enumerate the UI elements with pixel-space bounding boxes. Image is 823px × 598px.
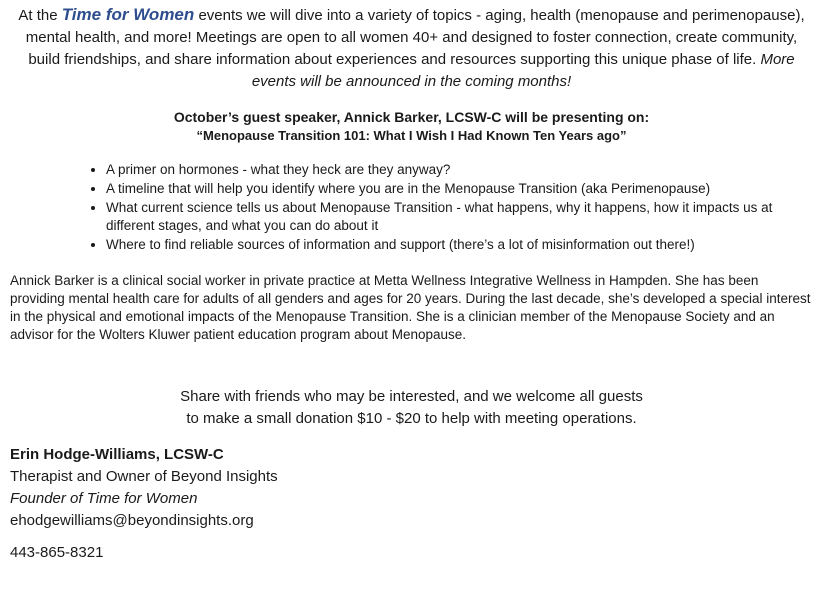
signature-block (10, 444, 813, 532)
list-item: • A primer on hormones - what they heck are they anyway? (106, 161, 806, 179)
list-item: • A timeline that will help you identify where you are in the Menopause Transition (aka Perimenopause) (106, 180, 806, 198)
signature-name: Erin Hodge-Williams, LCSW-C (10, 446, 224, 463)
signature-founder: Founder of Time for Women (10, 490, 198, 507)
intro-prefix: At the (18, 7, 62, 24)
speaker-bio: Annick Barker is a clinical social worker in private practice at Metta Wellness Integrative Wellness in Hampden. She has been providing mental health care for adults of all genders and ages for 20 years. During the last decade, she’s developed a special interest in the physical and emotional impacts of the Menopause Transition. She is a clinician member of the Menopause Society and an advisor for the Wolters Kluwer patient education program about Menopause. (10, 273, 811, 342)
list-item: • Where to find reliable sources of information and support (there’s a lot of misinformation out there!) (106, 236, 806, 254)
signature-phone: 443-865-8321 (10, 544, 104, 561)
talk-title: “Menopause Transition 101: What I Wish I Had Known Ten Years ago” (196, 128, 627, 143)
brand-name: Time for Women (61, 5, 195, 24)
intro-italic-tail: More events will be announced in the coming months! (251, 51, 795, 90)
intro-paragraph (17, 4, 807, 93)
intro-body: events we will dive into a variety of topics - aging, health (menopause and perimenopause), mental health, and more! Meetings are open to all women 40+ and designed to foster connection, create community, build friendships, and share information about experiences and resources supporting this unique phase of life. (25, 7, 805, 68)
signature-email: ehodgewilliams@beyondinsights.org (10, 512, 254, 529)
topic-list (10, 161, 806, 254)
share-line-1: Share with friends who may be interested, and we welcome all guests (180, 388, 643, 405)
speaker-heading: October’s guest speaker, Annick Barker, LCSW-C will be presenting on: (173, 109, 650, 125)
signature-role: Therapist and Owner of Beyond Insights (10, 468, 278, 485)
list-item: • What current science tells us about Menopause Transition - what happens, why it happens, how it impacts us at different stages, and what you can do about it (106, 199, 806, 235)
share-message (10, 386, 813, 430)
share-line-2: to make a small donation $10 - $20 to help with meeting operations. (186, 410, 637, 427)
